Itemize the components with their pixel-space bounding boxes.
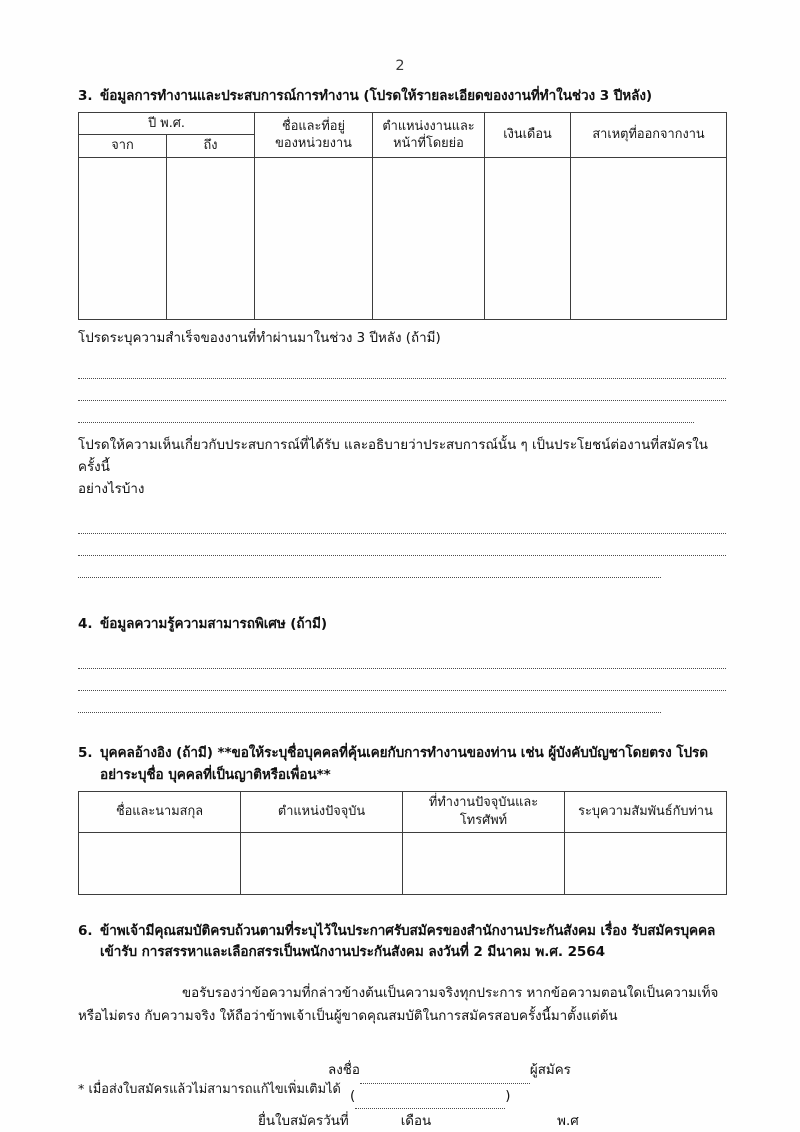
column-header-ref-workplace: ที่ทำงานปัจจุบันและ โทรศัพท์ (403, 791, 565, 832)
section-5-title-line-1: บุคคลอ้างอิง (ถ้ามี) **ขอให้ระบุชื่อบุคคลที่คุ้นเคยกับการทำงานของท่าน เช่น ผู้บังคับบัญชาโดยตรง โปรดอย่าระบุชื่อ (100, 745, 708, 783)
section-4-heading (78, 614, 726, 635)
dotted-rule (78, 378, 726, 379)
achievement-answer-line-2[interactable] (78, 379, 726, 401)
section-4-answer-line-2[interactable] (78, 669, 726, 691)
submit-date-row (258, 1109, 726, 1132)
column-header-position: ตำแหน่งงานและ หน้าที่โดยย่อ (373, 113, 485, 158)
section-6-title-line-1: ข้าพเจ้ามีคุณสมบัติครบถ้วนตามที่ระบุไว้ในประกาศรับสมัครของสำนักงานประกันสังคม เรื่อง รับสมัครบุคคลเข้ารับ (100, 922, 716, 960)
section-6-heading (78, 921, 726, 963)
printed-name-row (328, 1084, 726, 1109)
table-header-row (79, 791, 727, 832)
column-header-salary: เงินเดือน (485, 113, 571, 158)
dotted-rule (78, 690, 726, 691)
cell-position[interactable] (373, 157, 485, 319)
cell-ref-position[interactable] (241, 832, 403, 894)
page-number: 2 (395, 58, 405, 74)
column-header-year-to: ถึง (167, 135, 255, 157)
section-3-number: 3. (78, 88, 93, 104)
dotted-rule (78, 668, 726, 669)
column-header-org: ชื่อและที่อยู่ ของหน่วยงาน (255, 113, 373, 158)
opinion-prompt-line-1: โปรดให้ความเห็นเกี่ยวกับประสบการณ์ที่ได้รับ และอธิบายว่าประสบการณ์นั้น ๆ เป็นประโยชน์ต่องานที่สมัครในครั้งนี้ (78, 438, 708, 475)
achievement-answer-line-1[interactable] (78, 357, 726, 379)
dotted-rule (78, 712, 661, 713)
applicant-label: ผู้สมัคร (529, 1063, 571, 1079)
opinion-answer-line-3[interactable] (78, 556, 726, 578)
cell-org[interactable] (255, 157, 373, 319)
signature-input[interactable] (360, 1070, 530, 1084)
section-4-title: ข้อมูลความรู้ความสามารถพิเศษ (ถ้ามี) (100, 616, 328, 633)
section-4-answer-line-3[interactable] (78, 691, 726, 713)
opinion-answer-line-1[interactable] (78, 512, 726, 534)
certification-paragraph (78, 983, 726, 1029)
cell-ref-relation[interactable] (565, 832, 727, 894)
section-6-number: 6. (78, 922, 93, 939)
dotted-rule (78, 555, 726, 556)
column-header-year-group: ปี พ.ศ. (79, 113, 255, 135)
signature-label: ลงชื่อ (328, 1063, 360, 1079)
opinion-answer-line-2[interactable] (78, 534, 726, 556)
dotted-rule (78, 577, 661, 578)
certification-line-1: ขอรับรองว่าข้อความที่กล่าวข้างต้นเป็นความจริงทุกประการ หากข้อความตอนใดเป็นความเท็จ หรือไม่ตรง (78, 985, 719, 1024)
work-experience-table-body (79, 157, 727, 319)
cell-year-to[interactable] (167, 157, 255, 319)
cell-reason[interactable] (571, 157, 727, 319)
month-label: เดือน (400, 1114, 432, 1130)
section-5-heading (78, 743, 726, 785)
section-5-title-line-2: บุคคลที่เป็นญาติหรือเพื่อน** (168, 766, 331, 783)
work-experience-table-head (79, 113, 727, 158)
achievement-answer-line-3[interactable] (78, 401, 726, 423)
submit-date-label: ยื่นใบสมัครวันที่ (258, 1114, 349, 1130)
dotted-rule (78, 422, 694, 423)
submit-month-input[interactable] (431, 1121, 557, 1132)
column-header-reason: สาเหตุที่ออกจากงาน (571, 113, 727, 158)
references-table-head (79, 791, 727, 832)
paren-open: ( (350, 1088, 356, 1104)
section-5-number: 5. (78, 745, 93, 762)
signature-row (328, 1058, 726, 1083)
submit-year-input[interactable] (579, 1121, 689, 1132)
work-experience-table (78, 112, 727, 320)
column-header-year-from: จาก (79, 135, 167, 157)
column-header-ref-name: ชื่อและนามสกุล (79, 791, 241, 832)
references-table (78, 791, 727, 895)
section-4-number: 4. (78, 616, 93, 633)
cell-year-from[interactable] (79, 157, 167, 319)
paren-close: ) (505, 1088, 511, 1104)
cell-salary[interactable] (485, 157, 571, 319)
table-row[interactable] (79, 157, 727, 319)
dotted-rule (78, 533, 726, 534)
section-4-answer-line-1[interactable] (78, 647, 726, 669)
printed-name-input[interactable] (355, 1095, 505, 1109)
certification-line-2: กับความจริง ให้ถือว่าข้าพเจ้าเป็นผู้ขาดคุณสมบัติในการสมัครสอบครั้งนี้มาตั้งแต่ต้น (144, 1008, 618, 1024)
table-row[interactable] (79, 832, 727, 894)
achievement-prompt: โปรดระบุความสำเร็จของงานที่ทำผ่านมาในช่วง 3 ปีหลัง (ถ้ามี) (78, 330, 441, 346)
cell-ref-workplace[interactable] (403, 832, 565, 894)
document-content (78, 86, 726, 1132)
column-header-ref-position: ตำแหน่งปัจจุบัน (241, 791, 403, 832)
dotted-rule (78, 400, 726, 401)
section-3-title: ข้อมูลการทำงานและประสบการณ์การทำงาน (โปรดให้รายละเอียดของงานที่ทำในช่วง 3 ปีหลัง) (100, 88, 652, 104)
column-header-ref-relation: ระบุความสัมพันธ์กับท่าน (565, 791, 727, 832)
section-6-title-line-2: การสรรหาและเลือกสรรเป็นพนักงานประกันสังคม ลงวันที่ 2 มีนาคม พ.ศ. 2564 (141, 943, 606, 960)
cell-ref-name[interactable] (79, 832, 241, 894)
section-3-heading (78, 86, 726, 107)
opinion-prompt-line-2: อย่างไรบ้าง (78, 481, 145, 497)
table-header-row-top (79, 113, 727, 135)
footnote: * เมื่อส่งใบสมัครแล้วไม่สามารถแก้ไขเพิ่มเติมได้ (78, 1082, 341, 1097)
year-label: พ.ศ (557, 1114, 579, 1130)
references-table-body (79, 832, 727, 894)
submit-day-input[interactable] (349, 1121, 401, 1132)
